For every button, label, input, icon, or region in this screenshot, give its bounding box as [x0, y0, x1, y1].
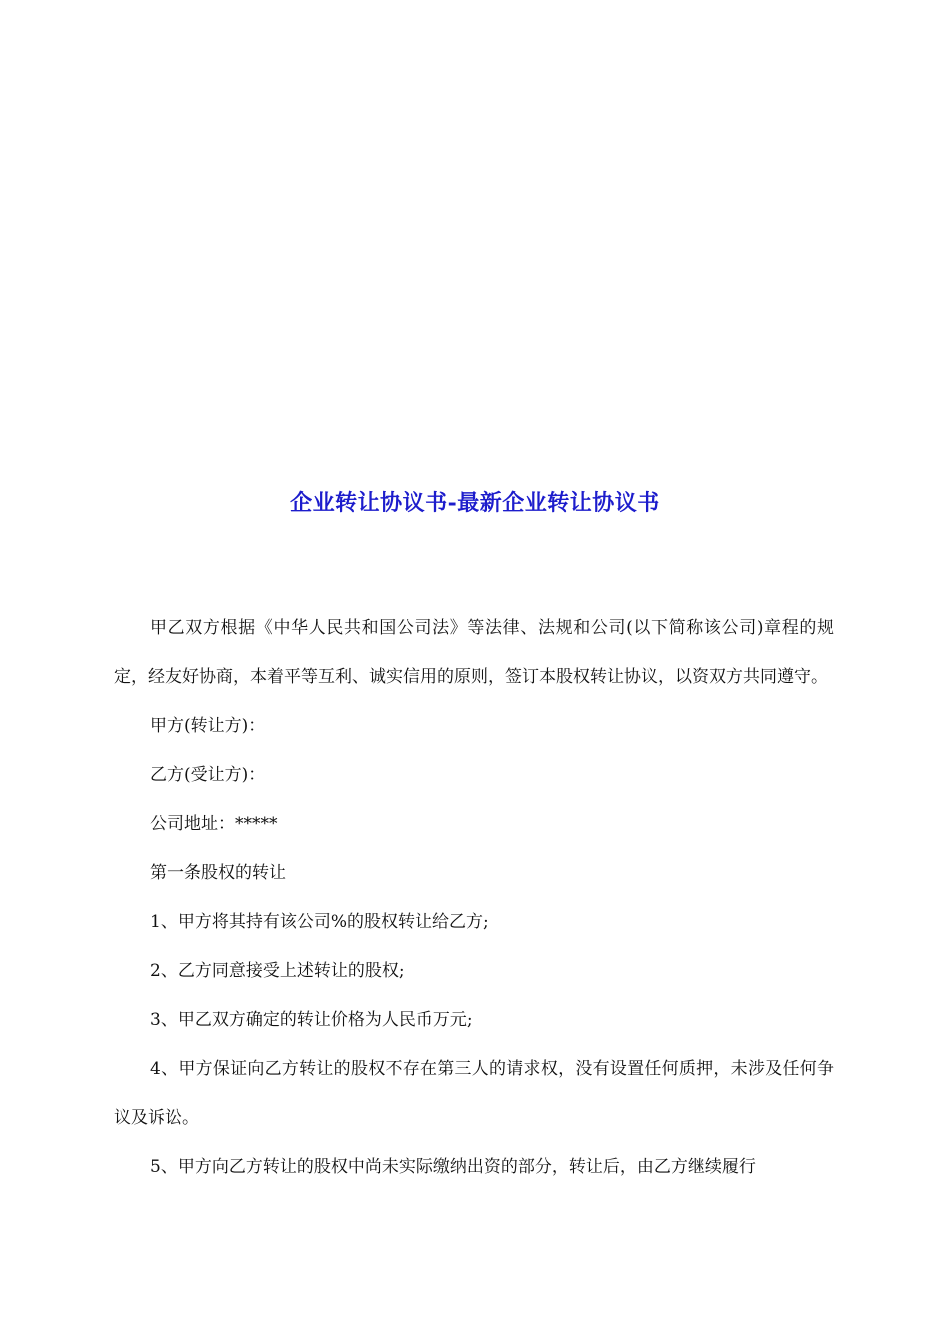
paragraph-clause-2: 2、乙方同意接受上述转让的股权;: [150, 961, 405, 981]
paragraph-clause-4: 4、甲方保证向乙方转让的股权不存在第三人的请求权，没有设置任何质押，未涉及任何争议及诉讼。: [114, 1059, 834, 1128]
paragraph-company-address: 公司地址：*****: [150, 814, 278, 834]
paragraph-clause-5: 5、甲方向乙方转让的股权中尚未实际缴纳出资的部分，转让后，由乙方继续履行: [150, 1157, 756, 1177]
paragraph-party-a: 甲方(转让方)：: [150, 716, 266, 736]
paragraph-clause-1: 1、甲方将其持有该公司%的股权转让给乙方;: [150, 912, 489, 932]
document-title: 企业转让协议书-最新企业转让协议书: [290, 490, 660, 516]
paragraph-intro: 甲乙双方根据《中华人民共和国公司法》等法律、法规和公司(以下简称该公司)章程的规定，经友好协商，本着平等互利、诚实信用的原则，签订本股权转让协议，以资双方共同遵守。: [114, 618, 834, 687]
paragraph-article-1-heading: 第一条股权的转让: [150, 863, 286, 883]
paragraph-party-b: 乙方(受让方)：: [150, 765, 266, 785]
paragraph-clause-3: 3、甲乙双方确定的转让价格为人民币万元;: [150, 1010, 473, 1030]
document-body: [114, 604, 834, 1192]
